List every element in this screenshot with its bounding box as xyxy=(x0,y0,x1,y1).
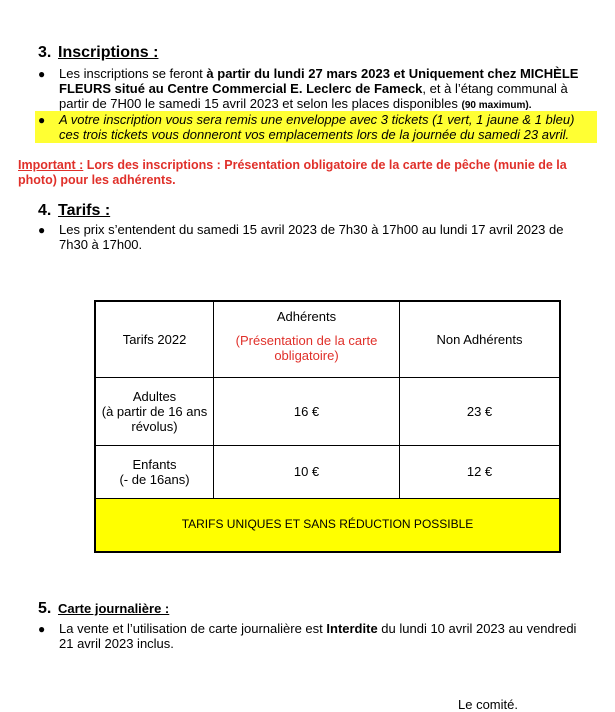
inscriptions-bullet-2 xyxy=(59,112,574,142)
table-row xyxy=(95,377,560,445)
signature: Le comité. xyxy=(458,697,518,712)
small-bold-text: (90 maximum). xyxy=(461,100,532,111)
text-line: (à partir de 16 ans xyxy=(101,403,208,419)
table-banner-row xyxy=(95,498,560,552)
carte-journaliere-bullet xyxy=(59,621,576,651)
text: Les inscriptions se feront xyxy=(59,66,207,81)
price-enfants-non-adherents: 12 € xyxy=(400,445,561,498)
text-line: 21 avril 2023 inclus. xyxy=(59,636,174,651)
bullet-icon: ● xyxy=(38,113,46,127)
important-label: Important : xyxy=(18,158,84,172)
text-line: Adultes xyxy=(132,388,177,404)
banner-tarifs-uniques: TARIFS UNIQUES ET SANS RÉDUCTION POSSIBLE xyxy=(95,498,560,552)
bold-text: à partir du lundi 27 mars 2023 et Uniquement chez MICHÈLE xyxy=(206,66,579,81)
tarifs-table xyxy=(94,300,561,553)
price-adultes-non-adherents: 23 € xyxy=(400,377,561,445)
header-tarifs-2022: Tarifs 2022 xyxy=(95,301,214,377)
tarifs-bullet xyxy=(59,222,563,252)
text-line: révolus) xyxy=(131,418,178,434)
text: Lors des inscriptions : Présentation obligatoire de la carte de pêche (munie de la xyxy=(83,158,567,172)
text: La vente et l’utilisation de carte journalière est xyxy=(59,621,327,636)
text: , et à l’étang communal à xyxy=(422,81,568,96)
inscriptions-bullet-1 xyxy=(59,66,604,113)
text-line: 7h30 à 17h00. xyxy=(59,237,143,252)
row-label-adultes xyxy=(95,377,214,445)
section-4-heading xyxy=(38,203,110,218)
section-3-heading xyxy=(38,45,158,60)
price-enfants-adherents: 10 € xyxy=(214,445,400,498)
text: partir de 7H00 le samedi 15 avril 2023 et selon les places disponibles xyxy=(59,96,462,111)
bold-text: FLEURS situé au Centre Commercial E. Leclerc de Fameck xyxy=(59,81,423,96)
text-line: (- de 16ans) xyxy=(119,471,190,487)
text-line: ces trois tickets vous donneront vos emplacements lors de la journée du samedi 23 avril. xyxy=(59,127,570,142)
header-non-adherents: Non Adhérents xyxy=(400,301,561,377)
section-5-number: 5. xyxy=(38,600,52,617)
bold-text: Interdite xyxy=(326,621,378,636)
bullet-icon: ● xyxy=(38,223,46,237)
price-adultes-adherents: 16 € xyxy=(214,377,400,445)
text-line: Enfants xyxy=(132,456,177,472)
table-row xyxy=(95,445,560,498)
text: du lundi 10 avril 2023 au vendredi xyxy=(377,621,577,636)
section-5-heading xyxy=(38,601,169,616)
section-4-number: 4. xyxy=(38,202,52,219)
section-3-number: 3. xyxy=(38,44,52,61)
section-4-title: Tarifs : xyxy=(58,202,111,219)
adherents-note: obligatoire) xyxy=(274,348,339,364)
adherents-note: (Présentation de la carte xyxy=(235,333,378,349)
header-adherents-label: Adhérents xyxy=(276,309,337,325)
important-notice xyxy=(18,158,567,188)
text-line: A votre inscription vous sera remis une enveloppe avec 3 tickets (1 vert, 1 jaune & 1 bleu) xyxy=(59,112,575,127)
text-line: photo) pour les adhérents. xyxy=(18,173,176,187)
section-5-title: Carte journalière : xyxy=(58,601,170,616)
section-3-title: Inscriptions : xyxy=(58,44,159,61)
header-adherents xyxy=(214,301,400,377)
text-line: Les prix s’entendent du samedi 15 avril 2023 de 7h30 à 17h00 au lundi 17 avril 2023 de xyxy=(59,222,564,237)
row-label-enfants xyxy=(95,445,214,498)
table-header-row xyxy=(95,301,560,377)
bullet-icon: ● xyxy=(38,622,46,636)
bullet-icon: ● xyxy=(38,67,46,81)
